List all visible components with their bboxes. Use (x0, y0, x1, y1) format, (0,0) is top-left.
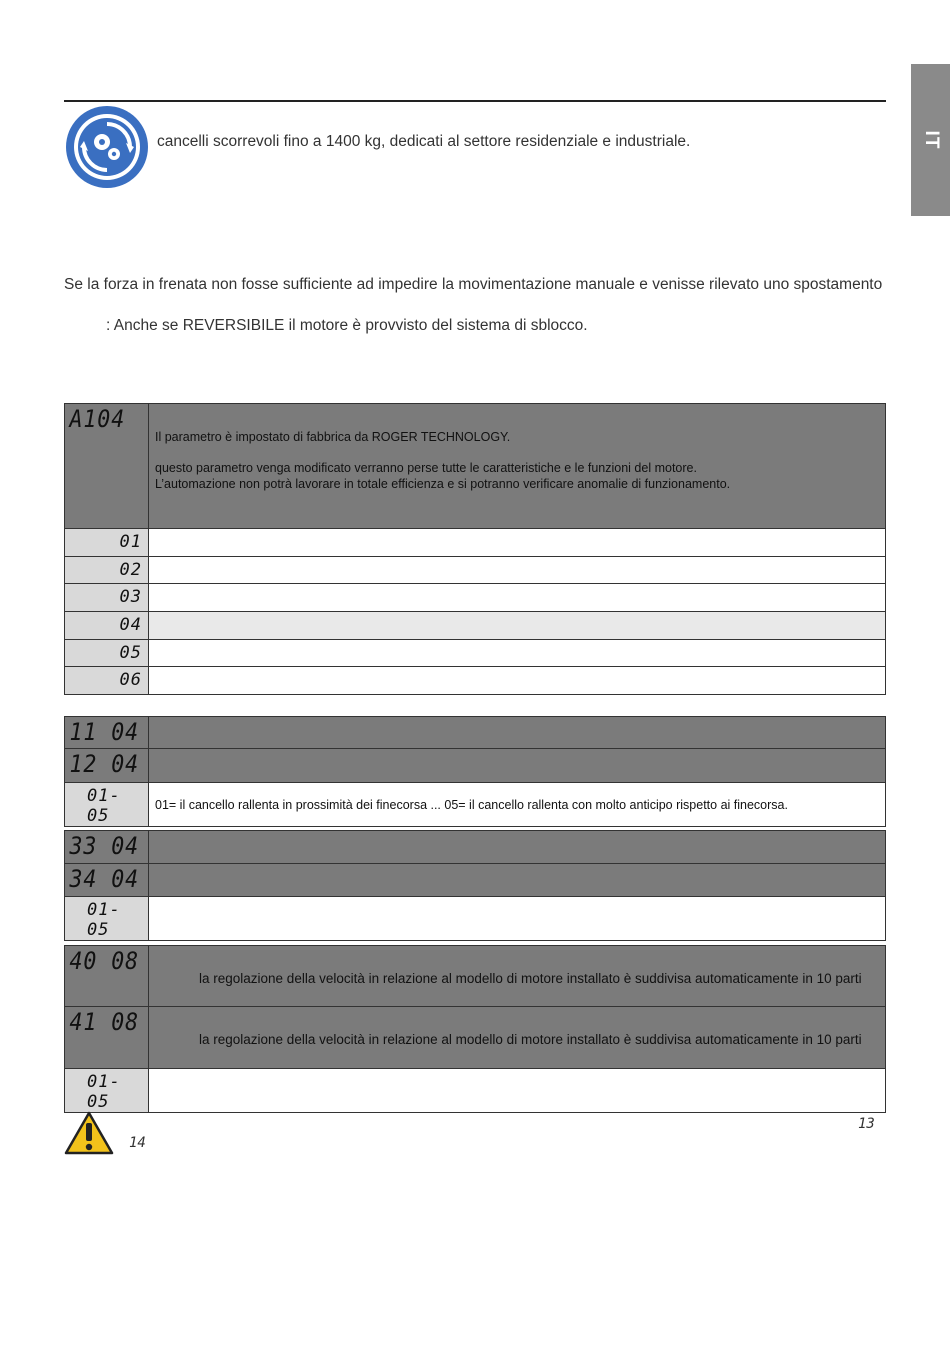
parameter-code-cell (65, 404, 149, 529)
range-code-cell (65, 897, 149, 941)
parameter-table-a (64, 403, 886, 695)
option-code-cell (65, 529, 149, 557)
parameter-code: 40 08 (69, 947, 140, 975)
option-code: 06 (119, 670, 142, 690)
option-code: 04 (119, 615, 142, 635)
option-code: 02 (119, 560, 142, 580)
range-code: 01-05 (87, 900, 121, 940)
parameter-code: 41 08 (69, 1008, 140, 1036)
parameter-description: la regolazione della velocità in relazione al modello di motore installato è suddivisa automaticamente in 10 parti (149, 1007, 886, 1069)
range-description: 01= il cancello rallenta in prossimità dei finecorsa ... 05= il cancello rallenta con molto anticipo rispetto ai finecorsa. (149, 783, 886, 827)
option-code-cell (65, 584, 149, 612)
parameter-table-c (64, 830, 886, 941)
parameter-description (149, 404, 886, 529)
parameter-code: 11 04 (69, 718, 140, 746)
parameter-description (149, 831, 886, 864)
option-value (149, 640, 886, 667)
description-line: L’automazione non potrà lavorare in totale efficienza e si potranno verificare anomalie di funzionamento. (155, 477, 731, 491)
range-description (149, 897, 886, 941)
option-code-cell (65, 640, 149, 667)
paragraph-brake-force: Se la forza in frenata non fosse sufficiente ad impedire la movimentazione manuale e venisse rilevato uno spostamento (64, 276, 883, 293)
option-value (149, 529, 886, 557)
description-line: questo parametro venga modificato verranno perse tutte le caratteristiche e le funzioni del motore. (155, 461, 697, 475)
parameter-code-cell (65, 749, 149, 783)
option-code: 01 (119, 532, 142, 552)
range-description (149, 1069, 886, 1113)
option-value (149, 584, 886, 612)
range-code: 01-05 (87, 1072, 121, 1112)
parameter-code: 12 04 (69, 750, 140, 778)
range-code-cell (65, 783, 149, 827)
parameter-description: la regolazione della velocità in relazione al modello di motore installato è suddivisa automaticamente in 10 parti (149, 946, 886, 1007)
parameter-code-cell (65, 1007, 149, 1069)
parameter-code-cell (65, 864, 149, 897)
option-code-cell (65, 667, 149, 695)
option-value (149, 612, 886, 640)
range-code: 01-05 (87, 786, 121, 826)
parameter-code-cell (65, 831, 149, 864)
paragraph-reversible: : Anche se REVERSIBILE il motore è provvisto del sistema di sblocco. (106, 317, 588, 334)
parameter-code-cell (65, 946, 149, 1007)
warning-icon (64, 1111, 114, 1155)
parameter-description (149, 749, 886, 783)
language-tab (911, 64, 950, 216)
parameter-code: A104 (69, 405, 126, 433)
parameter-code-cell (65, 717, 149, 749)
page-reference-left: 14 (129, 1135, 146, 1151)
intro-text: cancelli scorrevoli fino a 1400 kg, dedicati al settore residenziale e industriale. (157, 133, 691, 150)
option-code-cell (65, 612, 149, 640)
option-code-cell (65, 557, 149, 584)
parameter-table-d (64, 945, 886, 1113)
page-reference-right: 13 (858, 1116, 875, 1132)
language-tab-label: IT (920, 130, 942, 150)
parameter-description (149, 717, 886, 749)
parameter-code: 34 04 (69, 865, 140, 893)
description-line: Il parametro è impostato di fabbrica da ROGER TECHNOLOGY. (155, 430, 511, 444)
parameter-description (149, 864, 886, 897)
range-code-cell (65, 1069, 149, 1113)
top-divider (64, 100, 886, 102)
option-value (149, 667, 886, 695)
option-value (149, 557, 886, 584)
option-code: 05 (119, 643, 142, 663)
parameter-table-b (64, 716, 886, 827)
gear-refresh-icon (66, 106, 148, 188)
option-code: 03 (119, 587, 142, 607)
parameter-code: 33 04 (69, 832, 140, 860)
